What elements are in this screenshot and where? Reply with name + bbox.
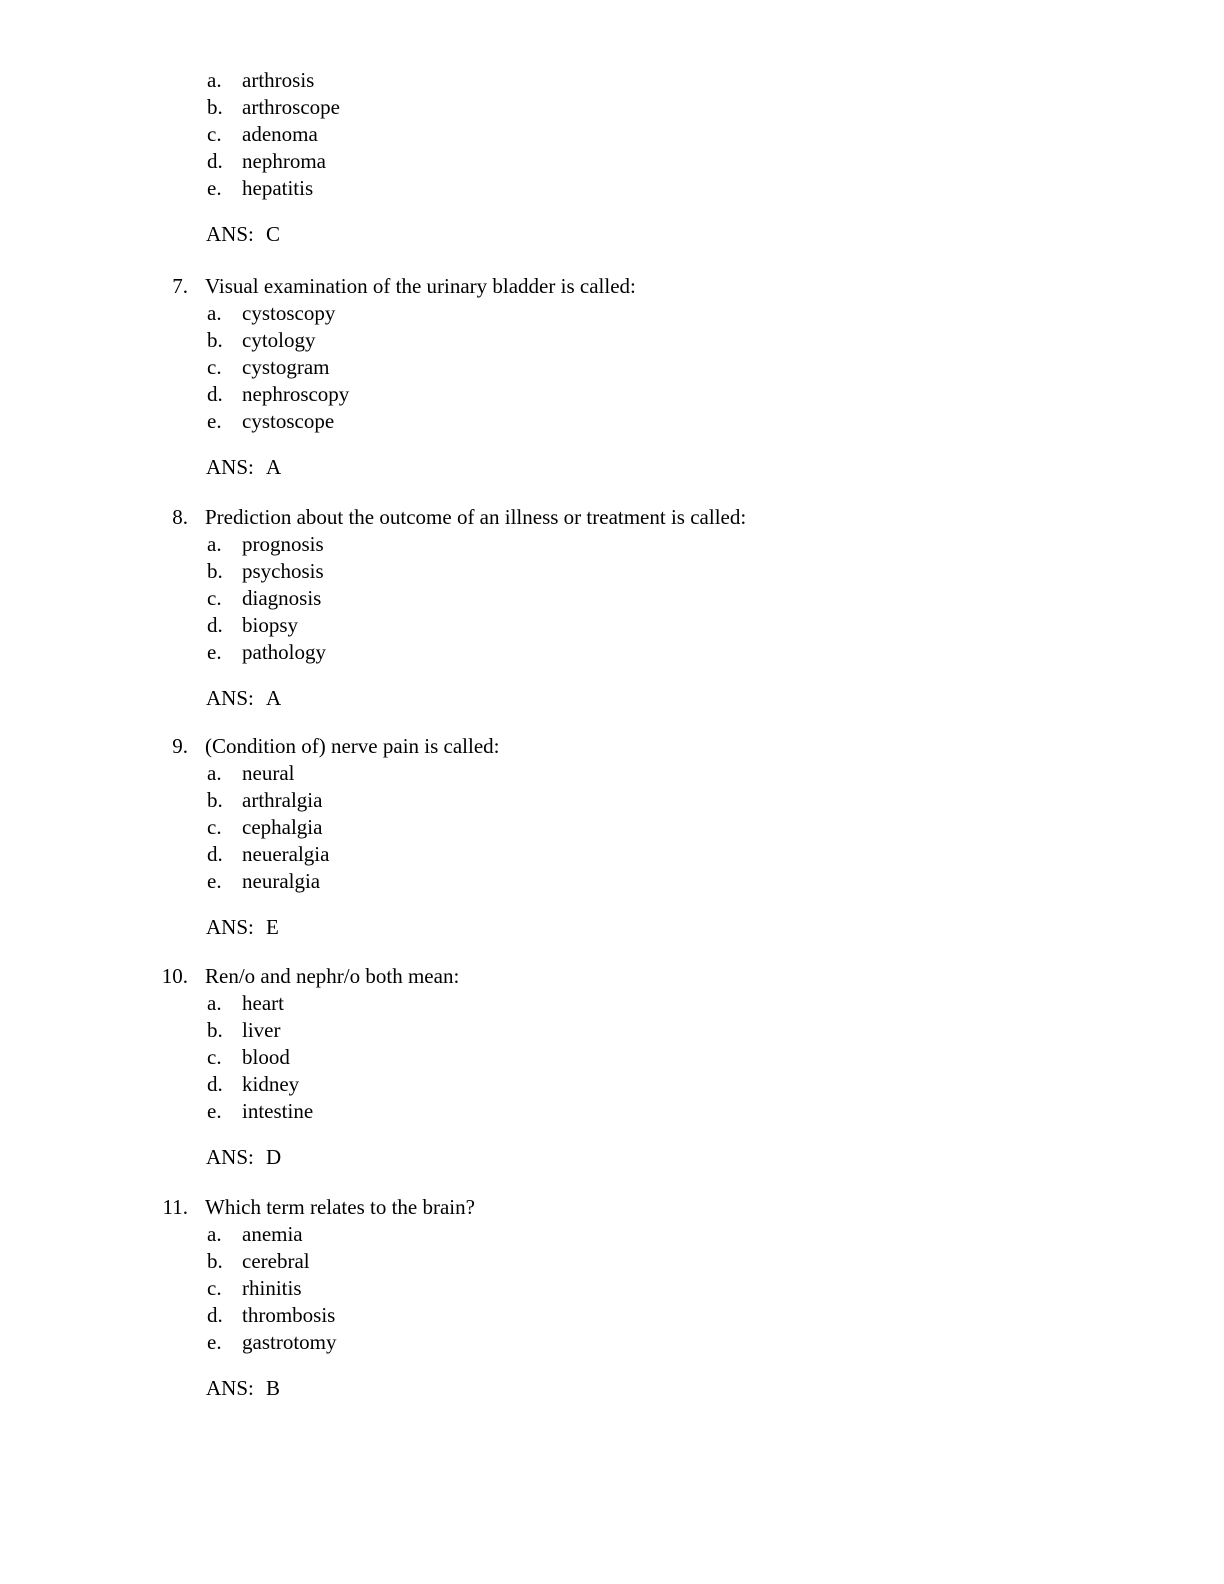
option-text: rhinitis (242, 1276, 302, 1300)
option-d (0, 1071, 1224, 1098)
question-number: 9. (172, 734, 188, 758)
question-text: Prediction about the outcome of an illness or treatment is called: (205, 505, 747, 529)
option-text: neural (242, 761, 295, 785)
option-letter: e. (207, 1099, 222, 1123)
option-a (0, 300, 1224, 327)
option-text: kidney (242, 1072, 300, 1096)
option-letter: e. (207, 409, 222, 433)
option-c (0, 1275, 1224, 1302)
option-e (0, 408, 1224, 435)
option-text: thrombosis (242, 1303, 336, 1327)
option-letter: a. (207, 991, 222, 1015)
option-text: arthroscope (242, 95, 340, 119)
option-text: cephalgia (242, 815, 323, 839)
option-a (0, 990, 1224, 1017)
option-b (0, 327, 1224, 354)
option-b (0, 787, 1224, 814)
option-e (0, 1098, 1224, 1125)
answer-line (0, 685, 1224, 712)
option-text: cytology (242, 328, 316, 352)
question-number: 7. (172, 274, 188, 298)
option-text: arthralgia (242, 788, 323, 812)
option-letter: a. (207, 532, 222, 556)
question-number: 8. (172, 505, 188, 529)
option-text: cystoscope (242, 409, 335, 433)
option-text: nephroma (242, 149, 326, 173)
option-letter: a. (207, 68, 222, 92)
question-line (0, 1194, 1224, 1221)
option-e (0, 868, 1224, 895)
answer-value: E (266, 915, 279, 939)
answer-label: ANS: (206, 1145, 254, 1169)
option-letter: e. (207, 1330, 222, 1354)
option-letter: a. (207, 761, 222, 785)
option-text: prognosis (242, 532, 324, 556)
option-d (0, 612, 1224, 639)
option-text: gastrotomy (242, 1330, 337, 1354)
option-a (0, 1221, 1224, 1248)
option-letter: d. (207, 1072, 223, 1096)
option-text: hepatitis (242, 176, 314, 200)
option-letter: b. (207, 95, 223, 119)
answer-value: A (266, 455, 282, 479)
answer-label: ANS: (206, 222, 254, 246)
option-a (0, 531, 1224, 558)
question-block-10 (0, 963, 1224, 1171)
option-letter: b. (207, 1018, 223, 1042)
answer-value: D (266, 1145, 282, 1169)
option-letter: c. (207, 122, 222, 146)
option-e (0, 175, 1224, 202)
option-text: nephroscopy (242, 382, 350, 406)
question-block-7 (0, 273, 1224, 481)
answer-value: B (266, 1376, 281, 1400)
option-text: heart (242, 991, 284, 1015)
option-letter: b. (207, 1249, 223, 1273)
option-d (0, 148, 1224, 175)
question-text: Which term relates to the brain? (205, 1195, 475, 1219)
option-letter: c. (207, 815, 222, 839)
option-letter: a. (207, 1222, 222, 1246)
option-letter: e. (207, 640, 222, 664)
option-text: adenoma (242, 122, 318, 146)
option-text: liver (242, 1018, 281, 1042)
option-letter: a. (207, 301, 222, 325)
option-letter: d. (207, 1303, 223, 1327)
option-d (0, 381, 1224, 408)
option-letter: c. (207, 1276, 222, 1300)
option-letter: d. (207, 149, 223, 173)
question-number: 11. (162, 1195, 188, 1219)
option-c (0, 1044, 1224, 1071)
question-text: (Condition of) nerve pain is called: (205, 734, 500, 758)
option-letter: d. (207, 842, 223, 866)
question-text: Visual examination of the urinary bladder is called: (205, 274, 636, 298)
option-letter: c. (207, 1045, 222, 1069)
answer-line (0, 914, 1224, 941)
question-line (0, 504, 1224, 531)
option-letter: c. (207, 355, 222, 379)
answer-label: ANS: (206, 686, 254, 710)
option-text: arthrosis (242, 68, 315, 92)
option-text: cerebral (242, 1249, 310, 1273)
answer-line (0, 1144, 1224, 1171)
option-text: cystogram (242, 355, 330, 379)
option-letter: b. (207, 788, 223, 812)
option-a (0, 67, 1224, 94)
option-letter: d. (207, 613, 223, 637)
option-text: anemia (242, 1222, 303, 1246)
option-text: pathology (242, 640, 326, 664)
question-block-11 (0, 1194, 1224, 1402)
answer-label: ANS: (206, 1376, 254, 1400)
answer-value: A (266, 686, 282, 710)
option-a (0, 760, 1224, 787)
question-number: 10. (161, 964, 188, 988)
option-c (0, 354, 1224, 381)
question-block-partial (0, 67, 1224, 248)
answer-line (0, 454, 1224, 481)
option-e (0, 1329, 1224, 1356)
option-text: neueralgia (242, 842, 330, 866)
answer-line (0, 1375, 1224, 1402)
answer-line (0, 221, 1224, 248)
question-text: Ren/o and nephr/o both mean: (205, 964, 460, 988)
answer-label: ANS: (206, 455, 254, 479)
answer-value: C (266, 222, 281, 246)
option-letter: c. (207, 586, 222, 610)
option-c (0, 121, 1224, 148)
option-e (0, 639, 1224, 666)
option-letter: b. (207, 559, 223, 583)
option-letter: e. (207, 869, 222, 893)
option-b (0, 1248, 1224, 1275)
option-d (0, 1302, 1224, 1329)
option-letter: d. (207, 382, 223, 406)
question-block-9 (0, 733, 1224, 941)
option-d (0, 841, 1224, 868)
option-letter: b. (207, 328, 223, 352)
question-line (0, 733, 1224, 760)
answer-label: ANS: (206, 915, 254, 939)
option-c (0, 585, 1224, 612)
option-text: neuralgia (242, 869, 321, 893)
option-text: intestine (242, 1099, 314, 1123)
option-b (0, 1017, 1224, 1044)
option-text: blood (242, 1045, 290, 1069)
option-text: diagnosis (242, 586, 322, 610)
option-letter: e. (207, 176, 222, 200)
question-line (0, 273, 1224, 300)
option-b (0, 94, 1224, 121)
option-text: psychosis (242, 559, 324, 583)
option-text: cystoscopy (242, 301, 336, 325)
question-line (0, 963, 1224, 990)
option-c (0, 814, 1224, 841)
option-text: biopsy (242, 613, 299, 637)
option-b (0, 558, 1224, 585)
question-block-8 (0, 504, 1224, 712)
